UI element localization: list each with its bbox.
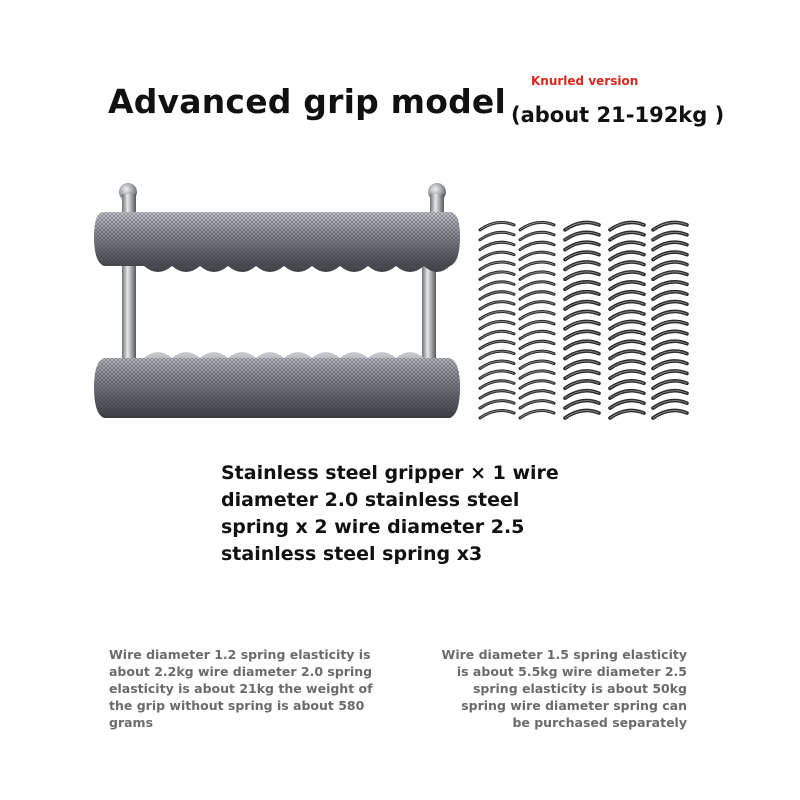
note-line: about 2.2kg wire diameter 2.0 spring	[109, 664, 373, 679]
note-line: spring wire diameter spring can	[461, 698, 687, 713]
note-line: Wire diameter 1.2 spring elasticity is	[109, 647, 371, 662]
coil-spring	[565, 222, 599, 418]
contents-line: spring x 2 wire diameter 2.5	[221, 516, 525, 538]
product-image	[92, 182, 702, 432]
note-line: is about 5.5kg wire diameter 2.5	[456, 664, 687, 679]
right-post	[422, 262, 436, 364]
note-line: the grip without spring is about 580	[109, 698, 365, 713]
coil-spring	[520, 222, 554, 418]
version-badge: Knurled version	[531, 74, 639, 88]
note-line: be purchased separately	[512, 715, 687, 730]
weight-range: (about 21-192kg )	[511, 103, 725, 127]
contents-line: Stainless steel gripper × 1 wire	[221, 462, 559, 484]
page-title: Advanced grip model	[108, 82, 506, 121]
spring-note-right	[442, 646, 687, 731]
left-post	[122, 262, 136, 364]
coil-spring-icon	[480, 222, 687, 418]
coil-spring	[480, 222, 514, 418]
hand-gripper-icon	[94, 183, 460, 418]
contents-line: diameter 2.0 stainless steel	[221, 489, 520, 511]
contents-line: stainless steel spring x3	[221, 543, 483, 565]
note-line: elasticity is about 21kg the weight of	[109, 681, 373, 696]
package-contents	[221, 460, 559, 568]
coil-spring	[610, 222, 644, 418]
note-line: grams	[109, 715, 154, 730]
coil-spring	[653, 222, 687, 418]
spring-note-left	[109, 646, 373, 731]
note-line: spring elasticity is about 50kg	[472, 681, 687, 696]
note-line: Wire diameter 1.5 spring elasticity	[441, 647, 687, 662]
